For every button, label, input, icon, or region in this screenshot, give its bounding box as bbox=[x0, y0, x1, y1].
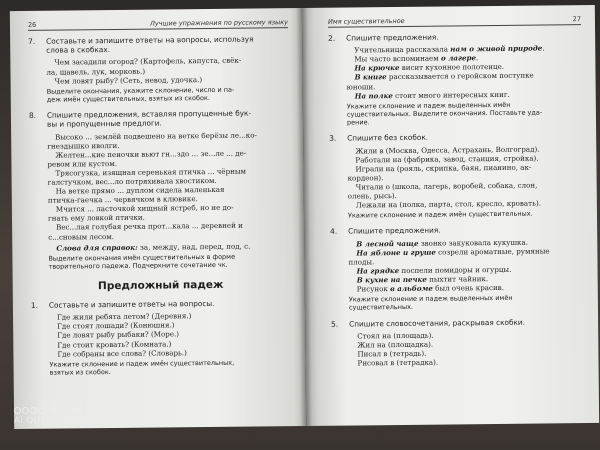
text-line: Чем ловят рыбу? (Сеть, невод, удочка.) bbox=[54, 74, 203, 86]
emphasis-text: о лагере bbox=[440, 53, 477, 63]
note-line: рение. bbox=[346, 118, 370, 127]
emphasis-text: В книге bbox=[354, 72, 387, 82]
note-line: взятых из скобок. bbox=[49, 367, 111, 377]
instruction-line: Спишите предложения. bbox=[348, 226, 441, 236]
note-line: Выделите окончания имён существительных в форме bbox=[48, 252, 236, 263]
text-line: Играли на (рояль, скрипка, баян, пианино, ак- bbox=[355, 162, 532, 174]
text-line: Где стоят лошади? (Конюшня.) bbox=[57, 320, 175, 331]
exercise-text bbox=[47, 130, 290, 242]
plain-text: плоды. bbox=[348, 257, 375, 267]
instruction-line: Спишите предложения. bbox=[346, 32, 439, 43]
note-line: существительных. Выделите окончания. Поставьте уда- bbox=[346, 108, 543, 119]
exercise-8 bbox=[29, 108, 291, 275]
text-line: Писал в (тетрадь). bbox=[357, 348, 427, 359]
note-line: творительного падежа. Подчеркните сочетание чк. bbox=[48, 260, 228, 271]
exercise-text bbox=[349, 329, 584, 368]
reference-words bbox=[48, 241, 290, 253]
watermark-camera: AI QUAD CAMERA bbox=[14, 416, 96, 426]
emphasis-text: На полке bbox=[354, 90, 393, 101]
exercise-note bbox=[348, 209, 583, 220]
instruction-line: Спишите предложения, вставляя пропущенные бук- bbox=[46, 108, 252, 120]
open-book bbox=[10, 5, 599, 429]
exercise-number: 2. bbox=[328, 33, 336, 43]
note-line: Укажите склонение и падеж выделенных имён bbox=[348, 294, 513, 304]
text-line: Стоял на (площадь). bbox=[357, 330, 434, 341]
emphasis-text: На яблоне и груше bbox=[356, 247, 436, 258]
text-line: Трясогузка, изящная серенькая птичка ... чёрным bbox=[55, 166, 247, 178]
text-line: ла, щавель, лук, морковь.) bbox=[46, 66, 146, 77]
text-line: гнать ему ловкой птички. bbox=[47, 213, 145, 224]
exercise-text bbox=[347, 144, 583, 210]
page-number: 27 bbox=[572, 15, 581, 24]
exercise-4 bbox=[330, 225, 584, 317]
text-line: с...сновым лесом. bbox=[48, 231, 115, 242]
exercise-7 bbox=[28, 34, 289, 108]
exercise-instruction bbox=[46, 34, 288, 55]
text-line: Где стоит кровать? (Комната.) bbox=[57, 338, 172, 350]
plain-text: . bbox=[542, 43, 545, 53]
note-line: существительных. bbox=[348, 303, 414, 312]
plain-text: поспели помидоры и огурцы. bbox=[399, 264, 512, 275]
plain-text: Мы часто вспоминаем bbox=[354, 53, 442, 64]
text-line: галстучком, вес...ло потряхивала хвостиком. bbox=[47, 175, 217, 187]
text-line: олень, рысь). bbox=[347, 191, 397, 201]
note-line: деж имён существительных, взятых из скобок. bbox=[46, 93, 210, 104]
emphasis-text: в альбоме bbox=[390, 283, 433, 294]
plain-text: рассказывается о геройском поступке bbox=[386, 71, 534, 82]
exercise-number: 7. bbox=[28, 36, 36, 46]
text-line bbox=[347, 89, 582, 101]
note-line: Укажите склонение и падеж имён существительных, bbox=[49, 358, 235, 369]
text-line: Жил на (площадка). bbox=[357, 339, 434, 350]
exercise-1 bbox=[31, 298, 292, 381]
camera-lenses-icon bbox=[14, 407, 45, 414]
plain-text: созрели ароматные, румяные bbox=[435, 246, 550, 257]
camera-watermark bbox=[14, 405, 125, 427]
exercise-2 bbox=[328, 31, 582, 131]
text-line: Где жили ребята летом? (Деревня.) bbox=[56, 311, 192, 322]
plain-text: Учительница рассказала bbox=[354, 44, 451, 55]
text-line: Рисовал в (тетрадка). bbox=[357, 357, 439, 368]
exercise-note bbox=[347, 100, 582, 127]
text-line: На ветке прямо ... дуплом сидела маленькая bbox=[55, 184, 225, 196]
plain-text: звонко закуковала кукушка. bbox=[418, 237, 529, 248]
text-line: Высоко ... землёй подвешено на ветке берёзы ле...ко- bbox=[55, 129, 257, 142]
exercise-instruction bbox=[349, 317, 584, 329]
plain-text: висит кухонное полотенце. bbox=[399, 62, 505, 73]
exercise-5 bbox=[331, 317, 584, 368]
exercise-instruction bbox=[49, 298, 291, 310]
text-line: ревом или кустом. bbox=[47, 158, 118, 169]
text-line: Работали на (фабрика, завод, станция, стройка). bbox=[355, 153, 539, 165]
section-title: Предложный падеж bbox=[97, 278, 224, 293]
text-line: Читали о (школа, лагерь, воробей, собака, слон, bbox=[355, 180, 538, 192]
note-line: Укажите склонение и падеж имён существительных. bbox=[347, 209, 533, 220]
exercise-note bbox=[349, 293, 584, 312]
right-page bbox=[302, 5, 599, 426]
watermark-device: REDMI NOTE 8T bbox=[52, 405, 126, 415]
exercise-number: 4. bbox=[330, 227, 338, 237]
instruction-line: Спишите без скобок. bbox=[347, 133, 429, 143]
exercise-note bbox=[47, 85, 289, 104]
plain-text: Рисунок bbox=[356, 284, 391, 294]
exercise-text bbox=[49, 310, 291, 358]
exercise-text bbox=[46, 56, 288, 86]
text-line: Вес...лая голубая речка прот...кала ... деревней и bbox=[56, 221, 243, 233]
exercise-3 bbox=[329, 131, 583, 224]
exercise-number: 5. bbox=[331, 319, 339, 329]
instruction-line: вы и пропущенные предлоги. bbox=[46, 118, 162, 129]
note-line: Укажите склонение и падеж выделенных имён bbox=[346, 100, 511, 111]
exercise-number: 1. bbox=[30, 300, 39, 310]
text-line: гнездышко иволги. bbox=[47, 140, 120, 151]
right-page-header bbox=[328, 15, 581, 28]
plain-text: юноши. bbox=[346, 81, 376, 92]
running-title: Лучшие упражнения по русскому языку bbox=[149, 18, 289, 28]
exercise-instruction bbox=[348, 225, 583, 237]
reference-words-label: Слова для справок: bbox=[56, 242, 138, 253]
watermark-line bbox=[14, 405, 125, 416]
emphasis-text: В кухне на печке bbox=[356, 274, 427, 285]
instruction-line: Составьте и запишите ответы на вопросы. bbox=[48, 298, 215, 310]
text-line: Мчится ... ласточкой хищный ястреб, но не до- bbox=[55, 202, 234, 214]
emphasis-text: В лесной чаще bbox=[356, 238, 419, 249]
exercise-text bbox=[348, 237, 584, 294]
text-line: кордеон). bbox=[347, 173, 384, 183]
plain-text: стоит много интересных книг. bbox=[392, 89, 510, 100]
running-title: Имя существительное bbox=[327, 16, 405, 26]
text-line: Чем засадили огород? (Картофель, капуста, свёк- bbox=[54, 56, 242, 68]
reference-words-list: за, между, над, перед, под, с. bbox=[137, 241, 251, 252]
page-number: 26 bbox=[27, 20, 37, 29]
emphasis-text: На крючке bbox=[354, 63, 400, 73]
text-line: Жили в (Москва, Одесса, Астрахань, Волгоград). bbox=[355, 144, 540, 156]
left-page bbox=[10, 8, 306, 429]
exercise-instruction bbox=[347, 131, 582, 143]
plain-text: был очень красив. bbox=[432, 283, 504, 293]
exercise-number: 8. bbox=[28, 110, 37, 120]
instruction-line: Спишите словосочетания, раскрывая скобки. bbox=[349, 317, 525, 329]
emphasis-text: На грядке bbox=[356, 265, 400, 276]
text-line: птичка-гаечка ... червячком в клювике. bbox=[47, 194, 198, 205]
exercise-note bbox=[49, 358, 291, 377]
text-line: Лежали на (полка, парта, стол, кресло, кровать). bbox=[355, 198, 541, 210]
exercise-instruction bbox=[47, 108, 289, 129]
left-page-header bbox=[28, 18, 288, 31]
text-line: Где ловят рыбу рыбаки? (Море.) bbox=[57, 329, 180, 341]
text-line: Где собраны все слова? (Словарь.) bbox=[57, 347, 187, 359]
instruction-line: Составьте и запишите ответы на вопросы, используя bbox=[46, 34, 254, 46]
text-line bbox=[349, 282, 584, 294]
text-line: Желтен...кие пеночки вьют гн...здо ... зе...ле ... де- bbox=[55, 148, 247, 160]
emphasis-text: нам о живой природе bbox=[450, 43, 543, 54]
exercise-note bbox=[48, 252, 290, 271]
plain-text: пыхтит чайник. bbox=[426, 274, 489, 284]
exercise-text bbox=[346, 43, 582, 100]
note-line: Выделите окончания, укажите склонение, число и па- bbox=[46, 85, 235, 96]
instruction-line: слова в скобках. bbox=[46, 45, 111, 55]
plain-text: . bbox=[475, 53, 479, 63]
exercise-instruction bbox=[346, 31, 581, 43]
exercise-number: 3. bbox=[329, 134, 337, 144]
